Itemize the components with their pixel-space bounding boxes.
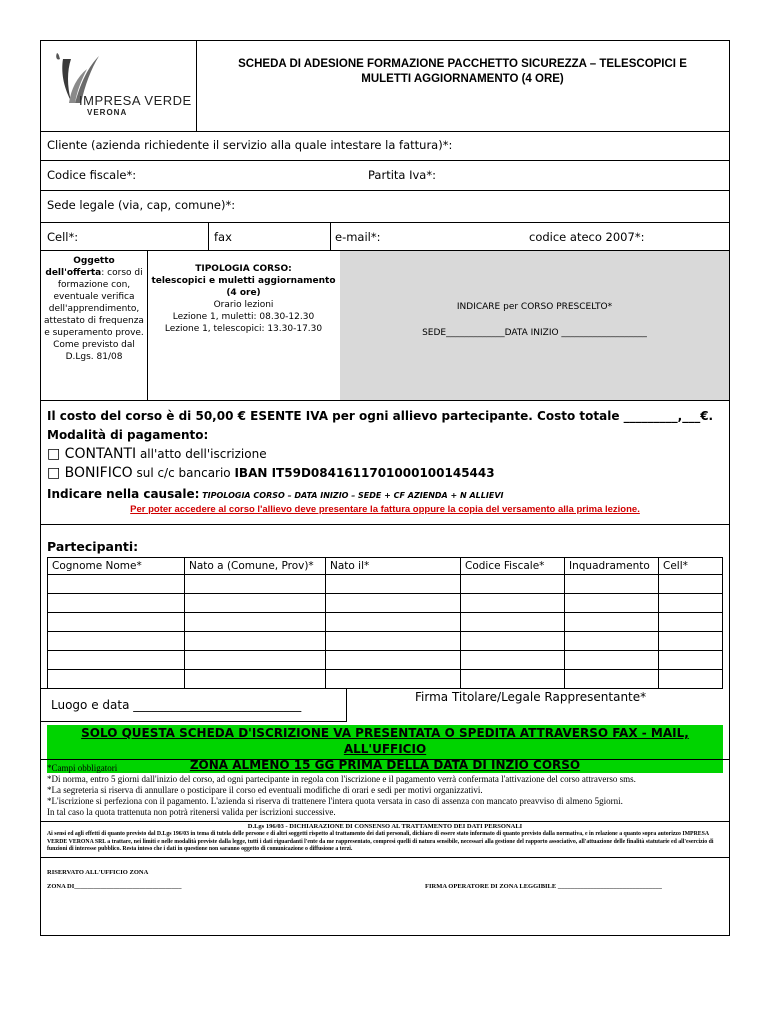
iban: IBAN IT59D0841611701000100145443 xyxy=(234,466,495,480)
table-row xyxy=(48,575,723,594)
participant-cell[interactable] xyxy=(185,670,326,689)
participant-cell[interactable] xyxy=(659,613,723,632)
participant-cell[interactable] xyxy=(326,575,461,594)
participant-cell[interactable] xyxy=(659,651,723,670)
contact-row xyxy=(41,223,729,251)
participant-cell[interactable] xyxy=(659,575,723,594)
offer-section xyxy=(41,251,729,401)
causale-label: Indicare nella causale: xyxy=(47,487,200,501)
bonifico-option[interactable] xyxy=(47,465,495,481)
participant-cell[interactable] xyxy=(48,594,185,613)
sede-legale-row[interactable] xyxy=(41,191,729,223)
table-row xyxy=(48,651,723,670)
table-row xyxy=(48,670,723,689)
fiscal-row xyxy=(41,161,729,191)
divider xyxy=(41,821,729,822)
participant-cell[interactable] xyxy=(565,651,659,670)
firma-operatore-field[interactable]: FIRMA OPERATORE DI ZONA LEGGIBILE ________________________________ xyxy=(425,883,662,890)
partecipanti-title: Partecipanti: xyxy=(47,539,139,554)
bonifico-label: □ BONIFICO xyxy=(47,465,133,481)
participant-cell[interactable] xyxy=(185,613,326,632)
note-line: *Campi obbligatori xyxy=(47,763,118,773)
col-codice-fiscale: Codice Fiscale* xyxy=(461,558,565,575)
oggetto-cell xyxy=(41,251,148,400)
notes-block xyxy=(47,763,723,818)
participant-cell[interactable] xyxy=(565,594,659,613)
divider xyxy=(41,524,729,525)
tipologia-hours: (4 ore) xyxy=(226,288,261,298)
bonifico-text: sul c/c bancario xyxy=(132,466,235,480)
participant-cell[interactable] xyxy=(48,613,185,632)
form-frame xyxy=(40,40,730,936)
privacy-title: D.Lgs 196/03 - DICHIARAZIONE DI CONSENSO AL TRATTAMENTO DEI DATI PERSONALI xyxy=(247,823,523,830)
causale-line xyxy=(47,487,503,501)
participant-cell[interactable] xyxy=(326,651,461,670)
tipologia-name: telescopici e muletti aggiornamento xyxy=(151,276,336,286)
contanti-label: □ CONTANTI xyxy=(47,446,137,462)
participant-cell[interactable] xyxy=(659,632,723,651)
cost-line: Il costo del corso è di 50,00 € ESENTE IVA per ogni allievo partecipante. Costo totale _________,___€. xyxy=(47,409,714,423)
luogo-data-field: Luogo e data ____________________________ xyxy=(51,698,302,712)
title-line-1: SCHEDA DI ADESIONE FORMAZIONE PACCHETTO SICUREZZA – TELESCOPICI E xyxy=(238,58,687,70)
title-line-2: MULETTI AGGIORNAMENTO (4 ORE) xyxy=(361,73,564,85)
participant-cell[interactable] xyxy=(185,594,326,613)
divider xyxy=(330,223,331,250)
participant-cell[interactable] xyxy=(659,594,723,613)
cliente-label: Cliente (azienda richiedente il servizio alla quale intestare la fattura)*: xyxy=(47,138,453,152)
cliente-row[interactable] xyxy=(41,131,729,161)
logo xyxy=(41,41,197,131)
codice-fiscale-field[interactable]: Codice fiscale*: xyxy=(47,168,137,182)
divider xyxy=(208,223,209,250)
partita-iva-field[interactable]: Partita Iva*: xyxy=(368,168,436,182)
divider xyxy=(41,857,729,858)
cell-field[interactable]: Cell*: xyxy=(47,230,79,244)
participant-cell[interactable] xyxy=(659,670,723,689)
logo-brand: IMPRESA VERDE xyxy=(79,93,192,108)
causale-value: TIPOLOGIA CORSO – DATA INIZIO – SEDE + CF AZIENDA + N ALLIEVI xyxy=(199,491,504,500)
oggetto-title: Oggetto xyxy=(73,256,115,266)
participant-cell[interactable] xyxy=(565,613,659,632)
participant-cell[interactable] xyxy=(461,651,565,670)
participant-cell[interactable] xyxy=(185,632,326,651)
form-header xyxy=(41,41,729,132)
participant-cell[interactable] xyxy=(48,651,185,670)
oggetto-description: : corso di formazione con, eventuale verifica dell'apprendimento, attestato di frequenza e superamento prove. Come previsto dal D.Lgs. 81/08 xyxy=(44,268,144,362)
col-nato-il: Nato il* xyxy=(326,558,461,575)
orario-title: Orario lezioni xyxy=(213,300,274,310)
contanti-option[interactable] xyxy=(47,446,267,462)
table-row xyxy=(48,613,723,632)
privacy-text: Ai sensi ed agli effetti di quanto previsto dal D.Lgs 196/03 in tema di tutela delle persone e di altri soggetti rispetto al trattamento dei dati personali, dichiaro di essere stato informato di quanto previsto dalla normativa, e in relazione a quanto sopra autorizzo IMPRESA VERDE VERONA SRL a trattare, nei limiti e nelle modalità previste dalla legge, tutti i dati riguardanti l'ente da me rappresentato, compresi quelli di natura sensibile, necessari alla gestione del rapporto associativo, all'attuazione delle finalità statutarie ed all'esercizio di funzioni di interesse pubblico. Resta inteso che i dati in questione non saranno oggetto di comunicazione o diffusione a terzi. xyxy=(47,831,714,852)
form-title xyxy=(196,57,729,87)
table-row xyxy=(48,594,723,613)
participant-cell[interactable] xyxy=(565,575,659,594)
tipologia-title: TIPOLOGIA CORSO: xyxy=(195,264,292,274)
participant-cell[interactable] xyxy=(48,670,185,689)
divider xyxy=(41,759,729,760)
col-cell: Cell* xyxy=(659,558,723,575)
payment-warning: Per poter accedere al corso l'allievo deve presentare la fattura oppure la copia del versamento alla prima lezione. xyxy=(130,504,640,515)
participant-cell[interactable] xyxy=(461,613,565,632)
sede-legale-label: Sede legale (via, cap, comune)*: xyxy=(47,198,236,212)
impresa-verde-logo-icon xyxy=(41,41,196,131)
participant-cell[interactable] xyxy=(326,594,461,613)
participant-cell[interactable] xyxy=(48,632,185,651)
note-line: *Di norma, entro 5 giorni dall'inizio del corso, ad ogni partecipante in regola con l'iscrizione e il pagamento verrà confermata l'attivazione del corso attraverso sms. xyxy=(47,774,636,784)
notice-line-2: ZONA ALMENO 15 GG PRIMA DELLA DATA DI INZIO CORSO xyxy=(189,758,581,772)
lezione-muletti: Lezione 1, muletti: 08.30-12.30 xyxy=(172,312,315,322)
participant-cell[interactable] xyxy=(461,670,565,689)
participants-header-row xyxy=(48,558,723,575)
notice-line-1: SOLO QUESTA SCHEDA D'ISCRIZIONE VA PRESENTATA O SPEDITA ATTRAVERSO FAX - MAIL, ALL'UFFICIO xyxy=(81,726,689,756)
participant-cell[interactable] xyxy=(461,594,565,613)
email-field[interactable]: e-mail*: xyxy=(335,230,381,244)
logo-city: VERONA xyxy=(87,108,128,117)
lezione-telescopici: Lezione 1, telescopici: 13.30-17.30 xyxy=(164,324,323,334)
participant-cell[interactable] xyxy=(326,670,461,689)
participant-cell[interactable] xyxy=(461,632,565,651)
note-line: In tal caso la quota trattenuta non potrà ritenersi valida per iscrizioni successive. xyxy=(47,807,336,817)
office-reserved: RISERVATO ALL'UFFICIO ZONA xyxy=(47,869,149,876)
table-row xyxy=(48,632,723,651)
contanti-text: all'atto dell'iscrizione xyxy=(136,447,267,461)
oggetto-text xyxy=(41,251,147,363)
participant-cell[interactable] xyxy=(461,575,565,594)
col-cognome-nome: Cognome Nome* xyxy=(48,558,185,575)
firma-label: Firma Titolare/Legale Rappresentante* xyxy=(415,690,647,704)
tipologia-text xyxy=(147,251,340,335)
ateco-field[interactable]: codice ateco 2007*: xyxy=(529,230,645,244)
participant-cell[interactable] xyxy=(48,575,185,594)
sede-data-inizio-field[interactable]: SEDE_____________DATA INIZIO ___________________ xyxy=(422,328,647,338)
zona-field[interactable]: ZONA DI_________________________________ xyxy=(47,883,182,890)
note-line: *L'iscrizione si perfeziona con il pagamento. L'azienda si riserva di trattenere l'intera quota versata in caso di assenza con mancato preavviso di almeno 5giorni. xyxy=(47,796,623,806)
note-line: *La segreteria si riserva di annullare o posticipare il corso ed eventuali modifiche di orari e sedi per motivi organizzativi. xyxy=(47,785,483,795)
col-inquadramento: Inquadramento xyxy=(565,558,659,575)
participant-cell[interactable] xyxy=(326,613,461,632)
course-selection-cell[interactable] xyxy=(340,251,729,400)
participant-cell[interactable] xyxy=(565,670,659,689)
luogo-data-box[interactable] xyxy=(41,688,347,722)
participant-cell[interactable] xyxy=(565,632,659,651)
participant-cell[interactable] xyxy=(185,651,326,670)
tipologia-cell xyxy=(147,251,341,400)
participants-table xyxy=(47,557,723,689)
col-nato-a: Nato a (Comune, Prov)* xyxy=(185,558,326,575)
participant-cell[interactable] xyxy=(185,575,326,594)
oggetto-title-2: dell'offerta xyxy=(45,268,102,278)
modalita-label: Modalità di pagamento: xyxy=(47,428,209,442)
indicare-label: INDICARE per CORSO PRESCELTO* xyxy=(456,302,613,312)
fax-field[interactable]: fax xyxy=(214,230,232,244)
participant-cell[interactable] xyxy=(326,632,461,651)
